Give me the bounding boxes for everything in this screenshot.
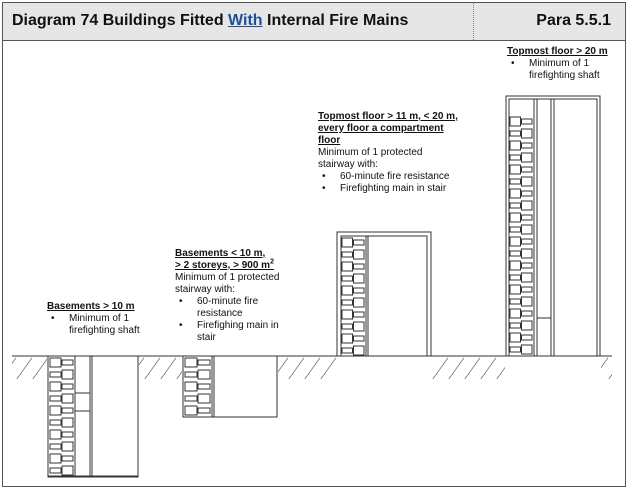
label-intro-line-1: Minimum of 1 protected bbox=[175, 272, 280, 283]
label-heading-line-1: Basements < 10 m, bbox=[175, 248, 266, 259]
stair-block bbox=[50, 406, 61, 415]
stair-block bbox=[522, 249, 533, 258]
bullet-item: • 60-minute fire resistance bbox=[318, 171, 493, 183]
stair-block bbox=[522, 167, 533, 172]
stair-block bbox=[510, 261, 521, 270]
heading-area-text: > 2 storeys, > 900 m bbox=[175, 260, 271, 271]
stair-block bbox=[510, 333, 521, 342]
stair-block bbox=[510, 131, 521, 136]
stair-block bbox=[50, 420, 61, 425]
stair-block bbox=[342, 276, 353, 281]
stair-block bbox=[522, 273, 533, 282]
stair-block bbox=[62, 394, 73, 403]
stair-block bbox=[510, 251, 521, 256]
stair-block bbox=[354, 240, 365, 245]
stair-block bbox=[510, 227, 521, 232]
stair-block bbox=[62, 384, 73, 389]
stair-block bbox=[342, 324, 353, 329]
stair-block bbox=[354, 288, 365, 293]
stair-block bbox=[510, 165, 521, 174]
title-link-with[interactable]: With bbox=[228, 12, 263, 29]
label-heading-line-3: floor bbox=[318, 135, 341, 146]
label-intro-line-1: Minimum of 1 protected bbox=[318, 147, 423, 158]
stair-block bbox=[510, 155, 521, 160]
label-basement-under-10m bbox=[175, 248, 297, 344]
label-heading-line-2 bbox=[175, 260, 297, 272]
stair-block bbox=[354, 274, 365, 283]
stair-block bbox=[522, 345, 533, 354]
label-heading: Topmost floor > 20 m bbox=[507, 46, 608, 57]
bullet-list bbox=[175, 296, 297, 344]
stair-block bbox=[62, 466, 73, 475]
label-topmost-over-20m bbox=[507, 46, 615, 82]
label-heading-line-2: every floor a compartment bbox=[318, 123, 444, 134]
stair-block bbox=[522, 191, 533, 196]
bullet-item: • 60-minute fire resistance bbox=[175, 296, 297, 320]
stair-block bbox=[510, 213, 521, 222]
stair-block bbox=[510, 299, 521, 304]
stair-block bbox=[354, 336, 365, 341]
bullet-list bbox=[507, 58, 615, 82]
stair-block bbox=[50, 382, 61, 391]
stair-block bbox=[198, 384, 210, 389]
building-topmost-11-to-20m bbox=[337, 232, 431, 356]
stair-block bbox=[62, 418, 73, 427]
heading-superscript: 2 bbox=[270, 258, 274, 266]
paragraph-reference: Para 5.5.1 bbox=[536, 12, 611, 29]
stair-block bbox=[354, 298, 365, 307]
stair-block bbox=[354, 250, 365, 259]
bullet-list bbox=[318, 171, 493, 195]
stair-block bbox=[510, 189, 521, 198]
stair-block bbox=[510, 309, 521, 318]
stair-block bbox=[342, 334, 353, 343]
stair-block bbox=[354, 264, 365, 269]
stair-block bbox=[342, 300, 353, 305]
label-topmost-11-to-20m bbox=[318, 111, 493, 195]
stair-block bbox=[62, 432, 73, 437]
stair-block bbox=[510, 117, 521, 126]
stair-blocks-tall-building bbox=[510, 117, 532, 354]
label-heading-line-1: Topmost floor > 11 m, < 20 m, bbox=[318, 111, 458, 122]
label-intro-line-2: stairway with: bbox=[175, 284, 236, 295]
stair-block bbox=[510, 347, 521, 352]
stair-block bbox=[342, 252, 353, 257]
stair-block bbox=[522, 143, 533, 148]
stair-block bbox=[354, 312, 365, 317]
stair-block bbox=[50, 454, 61, 463]
stair-block bbox=[522, 153, 533, 162]
stair-blocks-mid-building bbox=[342, 238, 364, 355]
stair-block bbox=[185, 396, 197, 401]
stair-block bbox=[62, 456, 73, 461]
bullet-item: • Minimum of 1 firefighting shaft bbox=[47, 313, 167, 337]
stair-block bbox=[342, 286, 353, 295]
building-topmost-over-20m bbox=[506, 96, 600, 356]
bullet-item: • Minimum of 1 firefighting shaft bbox=[507, 58, 615, 82]
title-text-end: Internal Fire Mains bbox=[262, 12, 409, 29]
stair-block bbox=[354, 346, 365, 355]
stair-block bbox=[522, 239, 533, 244]
stair-block bbox=[522, 225, 533, 234]
bullet-list bbox=[47, 313, 167, 337]
label-intro-line-2: stairway with: bbox=[318, 159, 379, 170]
stair-block bbox=[522, 201, 533, 210]
stair-block bbox=[510, 237, 521, 246]
stair-block bbox=[342, 348, 353, 353]
stair-block bbox=[522, 335, 533, 340]
stair-block bbox=[522, 215, 533, 220]
bullet-item: • Firefighing main in stair bbox=[175, 320, 297, 344]
stair-block bbox=[50, 468, 61, 473]
stair-block bbox=[50, 396, 61, 401]
stair-block bbox=[522, 297, 533, 306]
stair-block bbox=[62, 442, 73, 451]
stair-block bbox=[510, 141, 521, 150]
stair-block bbox=[522, 119, 533, 124]
stair-block bbox=[522, 321, 533, 330]
stair-block bbox=[354, 322, 365, 331]
ground-hatching bbox=[12, 354, 612, 382]
stair-block bbox=[510, 203, 521, 208]
stair-block bbox=[50, 430, 61, 439]
stair-block bbox=[62, 408, 73, 413]
stair-block bbox=[185, 382, 197, 391]
stair-block bbox=[510, 179, 521, 184]
stair-block bbox=[522, 263, 533, 268]
stair-block bbox=[522, 311, 533, 316]
stair-block bbox=[342, 310, 353, 319]
stair-block bbox=[342, 238, 353, 247]
label-heading: Basements > 10 m bbox=[47, 301, 135, 312]
stair-block bbox=[522, 287, 533, 292]
stair-block bbox=[198, 408, 210, 413]
stair-block bbox=[510, 285, 521, 294]
stair-block bbox=[50, 444, 61, 449]
stair-block bbox=[185, 406, 197, 415]
bullet-item: • Firefighting main in stair bbox=[318, 183, 493, 195]
title-text-start: Diagram 74 Buildings Fitted bbox=[12, 12, 229, 29]
stair-block bbox=[342, 262, 353, 271]
stair-block bbox=[510, 323, 521, 328]
stair-block bbox=[510, 275, 521, 280]
label-basement-over-10m bbox=[47, 301, 167, 337]
stair-block bbox=[198, 394, 210, 403]
stair-block bbox=[522, 177, 533, 186]
stair-block bbox=[522, 129, 533, 138]
